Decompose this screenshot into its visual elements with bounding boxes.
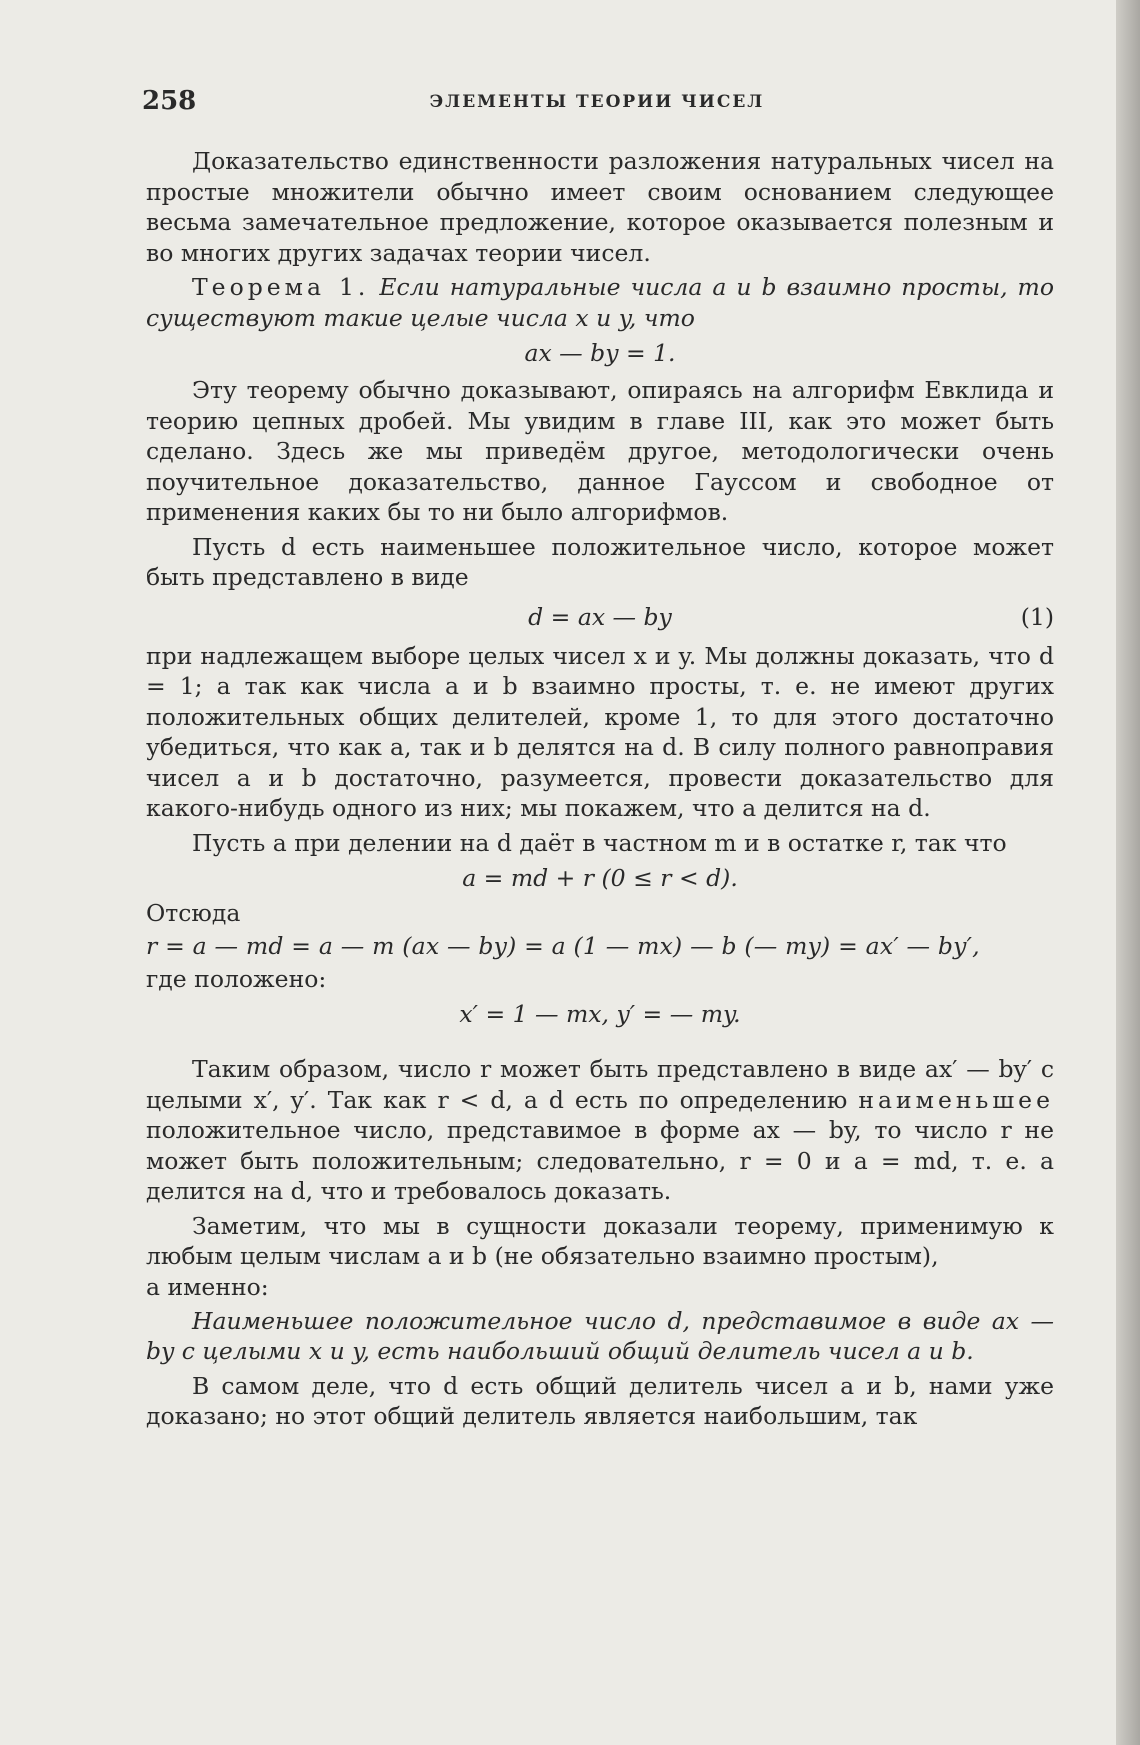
paragraph-conclusion bbox=[146, 1054, 1054, 1207]
theorem-text: Если натуральные числа a и b взаимно просты, то существуют такие целые числа x и y, что bbox=[146, 273, 1054, 332]
paragraph-proof-goal: при надлежащем выборе целых чисел x и y. Мы должны доказать, что d = 1; а так как числа a и b взаимно просты, т. е. не имеют других положительных общих делителей, кроме 1, то для этого достаточно убедиться, что как a, так и b делятся на d. В силу полного равноправия чисел a и b достаточно, разумеется, провести доказательство для какого-нибудь одного из них; мы покажем, что a делится на d. bbox=[146, 641, 1054, 822]
theorem-label: Теорема 1. bbox=[192, 273, 370, 301]
hence-label: Отсюда bbox=[146, 899, 241, 927]
page-body bbox=[146, 146, 1054, 1432]
where-label: где положено: bbox=[146, 965, 327, 993]
paragraph-conclusion-part-2: положительное число, представимое в форме ax — by, то число r не может быть положительным; следовательно, r = 0 и a = md, т. е. a делится на d, что и требовалось доказать. bbox=[146, 1116, 1054, 1205]
formula-division: a = md + r (0 ≤ r < d). bbox=[462, 864, 738, 892]
paragraph-remark: Заметим, что мы в сущности доказали теорему, применимую к любым целым числам a и b (не обязательно взаимно простым), bbox=[146, 1211, 1054, 1270]
formula-remainder: r = a — md = a — m (ax — by) = a (1 — mx) — b (— my) = ax′ — by′, bbox=[146, 932, 980, 960]
page-header bbox=[142, 86, 1052, 122]
paragraph-intro: Доказательство единственности разложения натуральных чисел на простые множители обычно имеет своим основанием следующее весьма замечательное предложение, которое оказывается полезным и во многих других задачах теории чисел. bbox=[146, 147, 1054, 267]
formula-theorem: ax — by = 1. bbox=[524, 339, 676, 367]
running-title: ЭЛЕМЕНТЫ ТЕОРИИ ЧИСЕЛ bbox=[429, 92, 765, 112]
paragraph-gcd-proof: В самом деле, что d есть общий делитель чисел a и b, нами уже доказано; но этот общий делитель является наибольшим, так bbox=[146, 1371, 1054, 1430]
formula-1-number: (1) bbox=[1020, 602, 1054, 631]
paragraph-remark-end: а именно: bbox=[146, 1272, 269, 1301]
paragraph-conclusion-part-1: Таким образом, число r может быть представлено в виде ax′ — by′ с целыми x′, y′. Так как r < d, а d есть по определению bbox=[146, 1055, 1054, 1114]
formula-substitution: x′ = 1 — mx, y′ = — my. bbox=[459, 1000, 741, 1028]
emphasis-smallest: наименьшее bbox=[858, 1085, 1054, 1114]
formula-1 bbox=[146, 597, 1054, 637]
page-edge-shadow bbox=[1116, 0, 1140, 1745]
paragraph-definition-d: Пусть d есть наименьшее положительное число, которое может быть представлено в виде bbox=[146, 532, 1054, 591]
formula-1-expression: d = ax — by bbox=[528, 602, 672, 631]
page-number: 258 bbox=[142, 86, 197, 116]
theorem-statement bbox=[146, 272, 1054, 333]
paragraph-euclid: Эту теорему обычно доказывают, опираясь на алгорифм Евклида и теорию цепных дробей. Мы увидим в главе III, как это может быть сделано. Здесь же мы приведём другое, методологически очень поучительное доказательство, данное Гауссом и свободное от применения каких бы то ни было алгорифмов. bbox=[146, 376, 1054, 526]
gcd-statement: Наименьшее положительное число d, представимое в виде ax — by с целыми x и y, есть наибольший общий делитель чисел a и b. bbox=[146, 1306, 1054, 1365]
paragraph-division: Пусть a при делении на d даёт в частном m и в остатке r, так что bbox=[192, 828, 1007, 857]
